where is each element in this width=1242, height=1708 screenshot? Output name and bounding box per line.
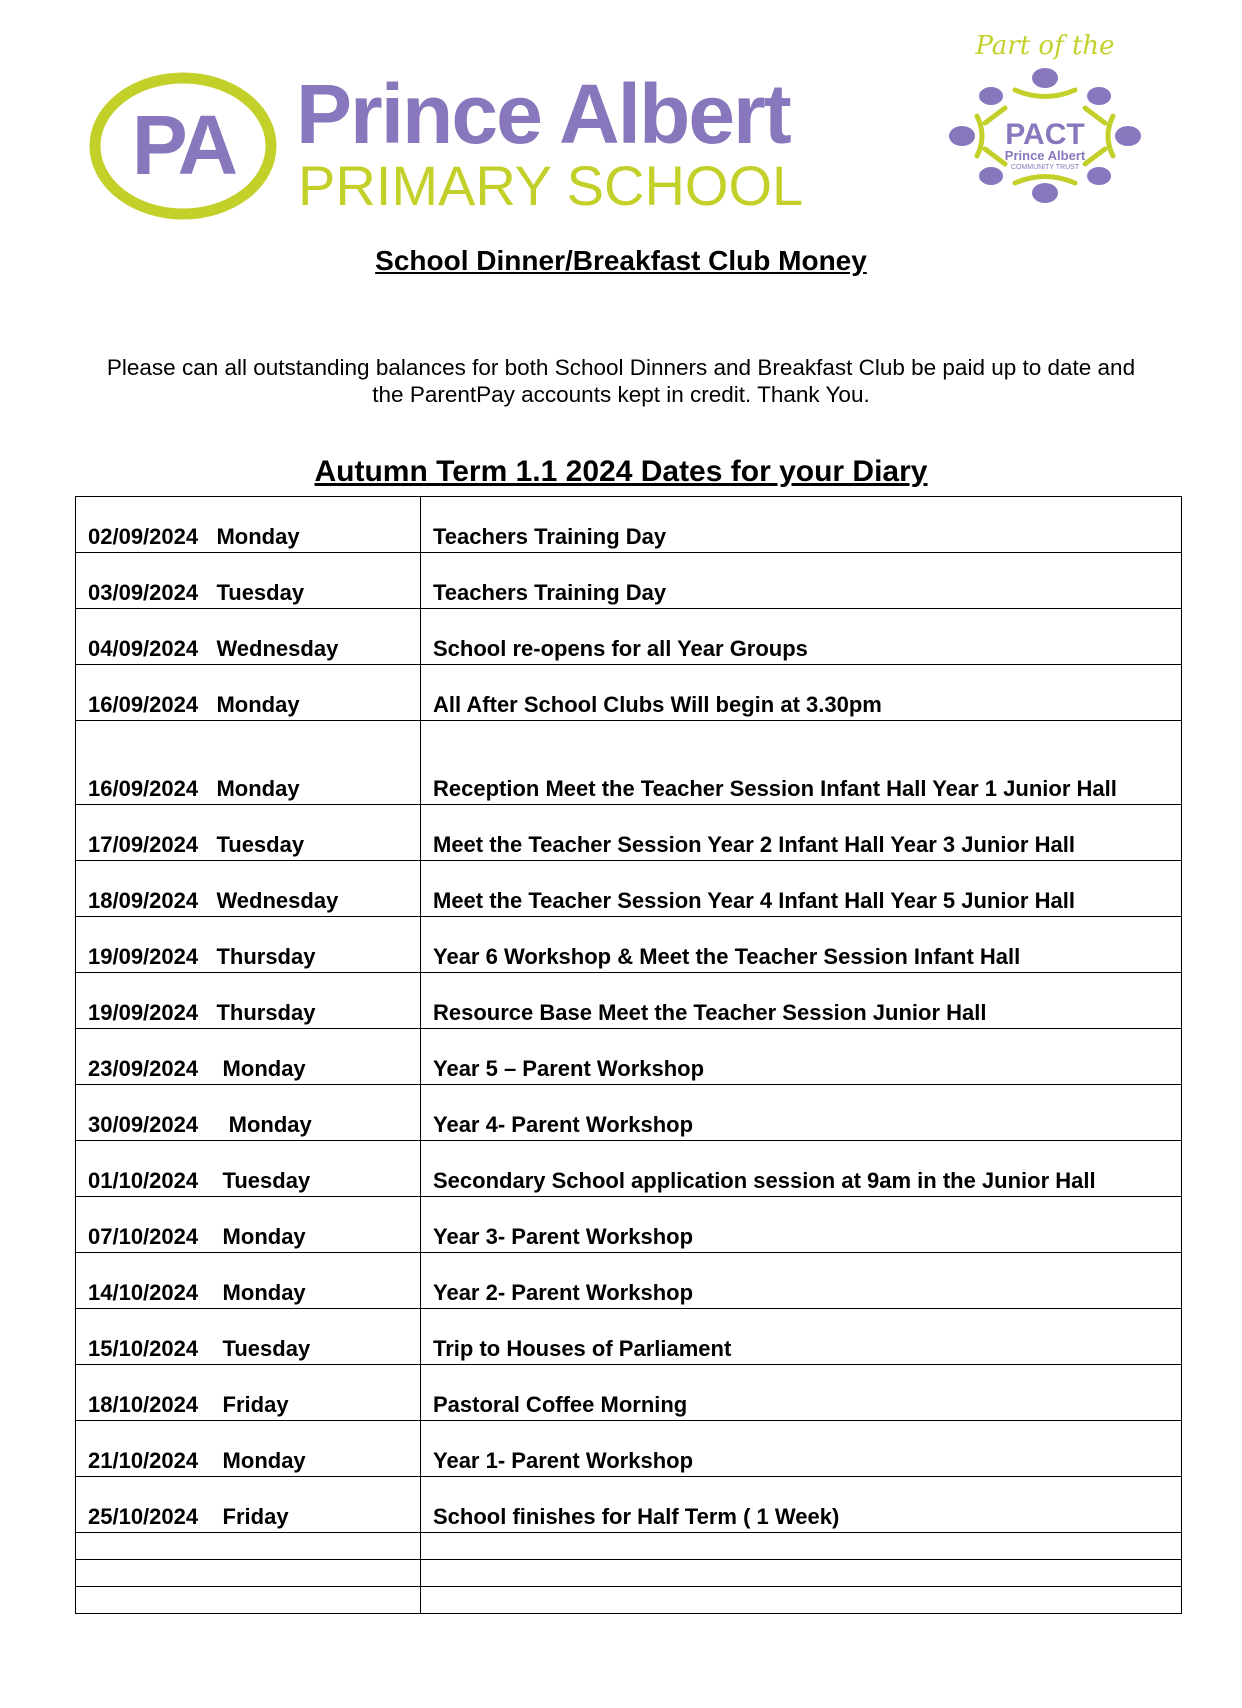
empty-row (76, 1560, 1182, 1587)
date-cell: 03/09/2024 Tuesday (76, 553, 421, 609)
date-cell: 14/10/2024 Monday (76, 1253, 421, 1309)
table-row (76, 1141, 1182, 1197)
empty-row (76, 1533, 1182, 1560)
notice-text (60, 354, 1182, 408)
notice-line-1: Please can all outstanding balances for both School Dinners and Breakfast Club be paid up to date and (106, 355, 1136, 380)
event-cell: Reception Meet the Teacher Session Infant Hall Year 1 Junior Hall (421, 721, 1182, 805)
table-row (76, 1421, 1182, 1477)
pact-subtitle: COMMUNITY TRUST (1010, 164, 1080, 171)
date-cell: 18/09/2024 Wednesday (76, 861, 421, 917)
event-cell: Year 5 – Parent Workshop (421, 1029, 1182, 1085)
notice-line-2: the ParentPay accounts kept in credit. Thank You. (372, 382, 870, 407)
empty-cell (76, 1560, 421, 1587)
event-cell: Year 2- Parent Workshop (421, 1253, 1182, 1309)
date-cell: 17/09/2024 Tuesday (76, 805, 421, 861)
date-cell: 07/10/2024 Monday (76, 1197, 421, 1253)
school-name-line2: PRIMARY SCHOOL (298, 154, 804, 217)
pa-logo-initials: PA (131, 98, 235, 192)
event-cell: Teachers Training Day (421, 553, 1182, 609)
event-cell: All After School Clubs Will begin at 3.30pm (421, 665, 1182, 721)
pact-acronym: PACT (1005, 118, 1085, 151)
event-cell: Meet the Teacher Session Year 2 Infant Hall Year 3 Junior Hall (421, 805, 1182, 861)
table-row (76, 1029, 1182, 1085)
school-name-line1: Prince Albert (296, 67, 790, 161)
date-cell: 21/10/2024 Monday (76, 1421, 421, 1477)
event-cell: Pastoral Coffee Morning (421, 1365, 1182, 1421)
table-row (76, 1253, 1182, 1309)
empty-cell (421, 1587, 1182, 1614)
pa-logo (88, 70, 278, 222)
table-row (76, 665, 1182, 721)
date-cell: 19/09/2024 Thursday (76, 917, 421, 973)
pact-tagline: Part of the (975, 31, 1115, 61)
school-header (0, 0, 1242, 230)
table-row (76, 973, 1182, 1029)
table-row (76, 1477, 1182, 1533)
table-row (76, 609, 1182, 665)
diary-table (75, 496, 1182, 1614)
event-cell: Resource Base Meet the Teacher Session Junior Hall (421, 973, 1182, 1029)
date-cell: 18/10/2024 Friday (76, 1365, 421, 1421)
empty-cell (76, 1533, 421, 1560)
diary-title: Autumn Term 1.1 2024 Dates for your Diary (314, 455, 928, 488)
empty-cell (421, 1533, 1182, 1560)
event-cell: Teachers Training Day (421, 497, 1182, 553)
table-row (76, 1309, 1182, 1365)
table-row (76, 1085, 1182, 1141)
event-cell: Year 3- Parent Workshop (421, 1197, 1182, 1253)
event-cell: School finishes for Half Term ( 1 Week) (421, 1477, 1182, 1533)
table-row (76, 1365, 1182, 1421)
table-row (76, 805, 1182, 861)
table-row (76, 497, 1182, 553)
date-cell: 02/09/2024 Monday (76, 497, 421, 553)
date-cell: 16/09/2024 Monday (76, 721, 421, 805)
event-cell: Meet the Teacher Session Year 4 Infant Hall Year 5 Junior Hall (421, 861, 1182, 917)
event-cell: School re-opens for all Year Groups (421, 609, 1182, 665)
date-cell: 16/09/2024 Monday (76, 665, 421, 721)
event-cell: Secondary School application session at 9am in the Junior Hall (421, 1141, 1182, 1197)
event-cell: Year 6 Workshop & Meet the Teacher Session Infant Hall (421, 917, 1182, 973)
event-cell: Year 4- Parent Workshop (421, 1085, 1182, 1141)
date-cell: 19/09/2024 Thursday (76, 973, 421, 1029)
table-row (76, 721, 1182, 805)
table-row (76, 917, 1182, 973)
date-cell: 30/09/2024 Monday (76, 1085, 421, 1141)
date-cell: 01/10/2024 Tuesday (76, 1141, 421, 1197)
date-cell: 25/10/2024 Friday (76, 1477, 421, 1533)
empty-row (76, 1587, 1182, 1614)
pact-logo (945, 28, 1145, 218)
pact-name: Prince Albert (1004, 148, 1086, 163)
money-title: School Dinner/Breakfast Club Money (375, 245, 867, 276)
table-row (76, 861, 1182, 917)
date-cell: 15/10/2024 Tuesday (76, 1309, 421, 1365)
event-cell: Trip to Houses of Parliament (421, 1309, 1182, 1365)
date-cell: 04/09/2024 Wednesday (76, 609, 421, 665)
table-row (76, 1197, 1182, 1253)
empty-cell (76, 1587, 421, 1614)
date-cell: 23/09/2024 Monday (76, 1029, 421, 1085)
empty-cell (421, 1560, 1182, 1587)
event-cell: Year 1- Parent Workshop (421, 1421, 1182, 1477)
table-row (76, 553, 1182, 609)
